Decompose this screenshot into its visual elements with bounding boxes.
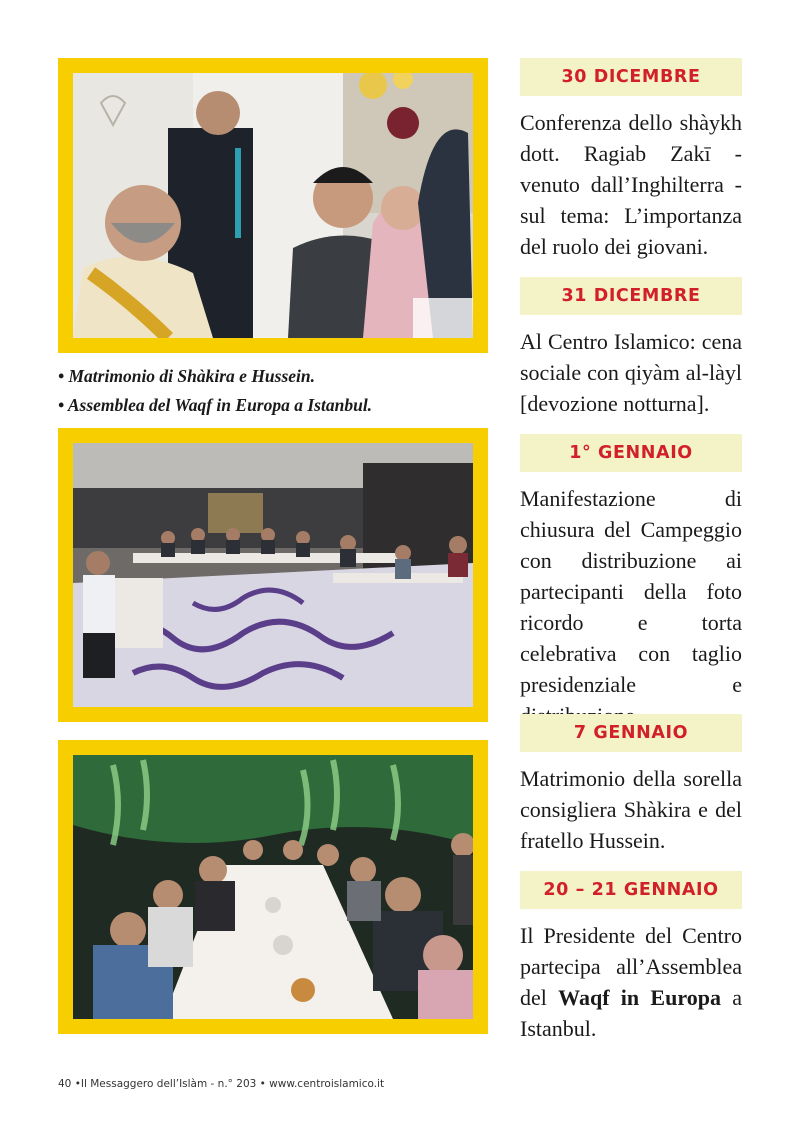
date-banner-31-dicembre: 31 DICEMBRE	[520, 277, 742, 315]
assembly-photo-frame	[58, 428, 488, 722]
event-text-31-dicembre-body: Al Centro Islamico: cena sociale con qiyàm al-làyl [devozione notturna].	[520, 329, 742, 416]
wedding-photo	[73, 73, 473, 338]
event-text-30-dicembre-body: Conferenza dello shàykh dott. Ragiab Zakī - venuto dall’Inghilterra - sul tema: L’importanza del ruolo dei giovani.	[520, 110, 742, 259]
event-text-20-21-gennaio-after: a Istanbul.	[520, 985, 742, 1041]
photo-captions	[58, 362, 488, 420]
event-text-7-gennaio-body: Matrimonio della sorella consigliera Shàkira e del fratello Hussein.	[520, 766, 742, 853]
wedding-photo-frame	[58, 58, 488, 353]
caption-wedding: • Matrimonio di Shàkira e Hussein.	[58, 366, 316, 386]
page-footer: 40 •Il Messaggero dell’Islàm - n.° 203 • www.centroislamico.it	[58, 1078, 385, 1090]
assembly-photo	[73, 443, 473, 707]
date-banner-7-gennaio: 7 GENNAIO	[520, 714, 742, 752]
event-text-7-gennaio	[520, 763, 742, 856]
event-text-30-dicembre	[520, 107, 742, 262]
event-text-20-21-gennaio-bold: Waqf in Europa	[558, 985, 721, 1010]
caption-assembly: • Assemblea del Waqf in Europa a Istanbul.	[58, 395, 373, 415]
event-text-1-gennaio	[520, 483, 742, 731]
dinner-photo-frame	[58, 740, 488, 1034]
date-banner-30-dicembre: 30 DICEMBRE	[520, 58, 742, 96]
event-text-20-21-gennaio	[520, 920, 742, 1044]
date-banner-1-gennaio: 1° GENNAIO	[520, 434, 742, 472]
event-text-31-dicembre	[520, 326, 742, 419]
date-banner-20-21-gennaio: 20 – 21 GENNAIO	[520, 871, 742, 909]
event-text-1-gennaio-body: Manifestazione di chiusura del Campeggio con distribuzione ai partecipanti della foto ricordo e torta celebrativa con taglio presidenziale e	[520, 486, 742, 697]
dinner-photo	[73, 755, 473, 1019]
event-text-20-21-gennaio-before: Il Presidente del Centro partecipa all’Assemblea del	[520, 923, 742, 1010]
